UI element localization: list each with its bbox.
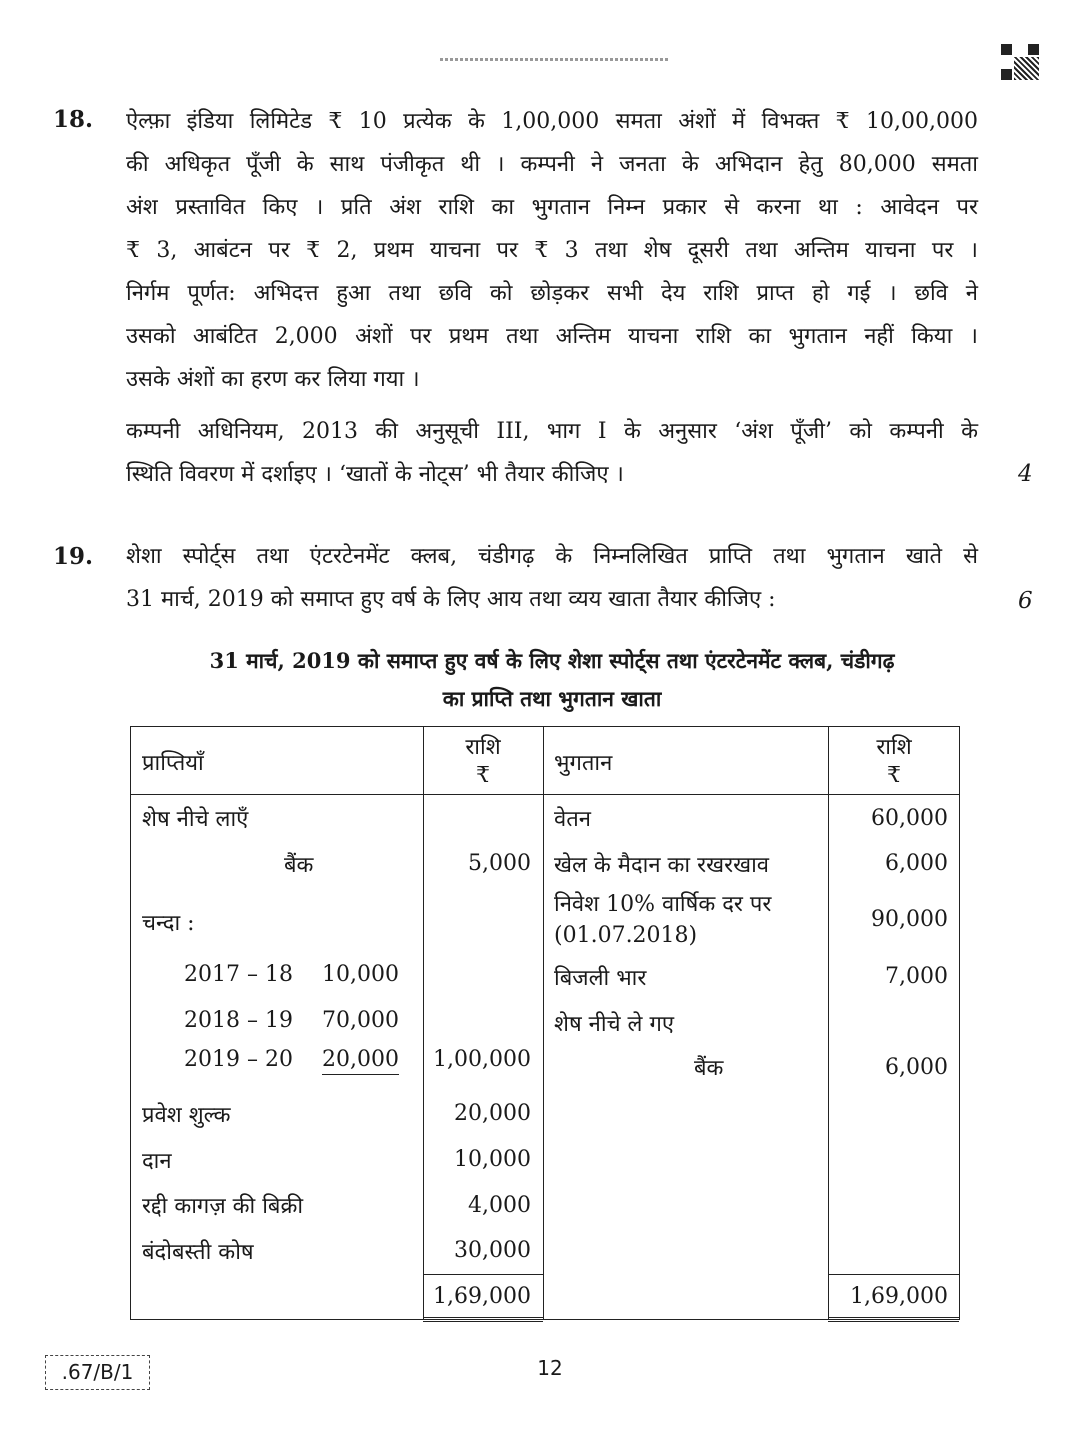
payment-investment-date: (01.07.2018) (554, 923, 698, 948)
receipt-newspaper-sale: रद्दी कागज़ की बिक्री (142, 1194, 304, 1219)
header-payments: भुगतान (554, 751, 613, 776)
header-amount-left: राशि (465, 735, 501, 760)
q18-line: ₹ 3, आबंटन पर ₹ 2, प्रथम याचना पर ₹ 3 तथा शेष दूसरी तथा अन्तिम याचना पर । (126, 238, 978, 263)
payment-salary: वेतन (554, 807, 591, 832)
payment-ground-maintenance: खेल के मैदान का रखरखाव (554, 853, 770, 878)
subscription-year: 2019 – 20 (184, 1047, 293, 1072)
payment-bank: बैंक (694, 1056, 724, 1081)
payment-salary-amount: 60,000 (871, 806, 948, 831)
header-currency-right: ₹ (887, 763, 901, 788)
payment-ground-amount: 6,000 (885, 851, 948, 876)
q18-line: की अधिकृत पूँजी के साथ पंजीकृत थी । कम्पनी ने जनता के अभिदान हेतु 80,000 समता (126, 152, 978, 177)
question-18-instruction (126, 410, 978, 496)
q18-line: ऐल्फ़ा इंडिया लिमिटेड ₹ 10 प्रत्येक के 1,00,000 समता अंशों में विभक्त ₹ 10,00,000 (126, 109, 978, 134)
q18-line: निर्गम पूर्णत: अभिदत्त हुआ तथा छवि को छोड़कर सभी देय राशि प्राप्त हो गई । छवि ने (126, 281, 978, 306)
caption-line-2: का प्राप्ति तथा भुगतान खाता (442, 686, 662, 711)
subscription-amount-underlined: 20,000 (322, 1047, 399, 1075)
payment-electricity: बिजली भार (554, 966, 647, 991)
q18-line: कम्पनी अधिनियम, 2013 की अनुसूची III, भाग I के अनुसार ‘अंश पूँजी’ को कम्पनी के (126, 419, 978, 444)
question-19-text (126, 535, 978, 621)
top-barcode-strip (440, 58, 670, 61)
column-divider (543, 727, 544, 1319)
receipt-admission-fee: प्रवेश शुल्क (142, 1103, 231, 1128)
page-number: 12 (537, 1356, 563, 1380)
receipt-balance-bd: शेष नीचे लाएँ (142, 807, 249, 832)
receipt-admission-amount: 20,000 (454, 1101, 531, 1126)
question-19-marks: 6 (1018, 588, 1033, 614)
receipt-bank-amount: 5,000 (468, 851, 531, 876)
receipt-donation: दान (142, 1149, 172, 1174)
subscription-amount: 10,000 (322, 962, 399, 987)
payment-investment-amount: 90,000 (871, 907, 948, 932)
payment-total-rule (828, 1274, 959, 1275)
header-divider (131, 794, 959, 795)
receipt-endowment-amount: 30,000 (454, 1238, 531, 1263)
payment-total-double-rule (828, 1317, 959, 1322)
column-divider (423, 727, 424, 1319)
q19-line: 31 मार्च, 2019 को समाप्त हुए वर्ष के लिए आय तथा व्यय खाता तैयार कीजिए : (126, 587, 776, 612)
q18-line: अंश प्रस्तावित किए । प्रति अंश राशि का भुगतान निम्न प्रकार से करना था : आवेदन पर (126, 195, 978, 220)
receipt-newspaper-amount: 4,000 (468, 1193, 531, 1218)
receipt-donation-amount: 10,000 (454, 1147, 531, 1172)
caption-line-1: 31 मार्च, 2019 को समाप्त हुए वर्ष के लिए शेशा स्पोर्ट्स तथा एंटरटेनमेंट क्लब, चंडीगढ़ (209, 648, 895, 673)
subscription-total: 1,00,000 (433, 1047, 531, 1072)
header-amount-right: राशि (876, 735, 912, 760)
question-18-text (126, 100, 978, 401)
payment-total: 1,69,000 (850, 1284, 948, 1309)
q18-line: स्थिति विवरण में दर्शाइए । ‘खातों के नोट्स’ भी तैयार कीजिए । (126, 462, 624, 487)
qr-code-icon (1001, 44, 1039, 80)
payment-balance-cd: शेष नीचे ले गए (554, 1012, 675, 1037)
paper-code: .67/B/1 (45, 1355, 150, 1390)
receipt-bank: बैंक (284, 853, 314, 878)
subscription-amount (311, 1047, 399, 1072)
receipt-subscription: चन्दा : (142, 911, 195, 936)
payment-bank-amount: 6,000 (885, 1055, 948, 1080)
q19-line: शेशा स्पोर्ट्स तथा एंटरटेनमेंट क्लब, चंडीगढ़ के निम्नलिखित प्राप्ति तथा भुगतान खाते से (126, 544, 978, 569)
question-19-number: 19. (53, 543, 94, 570)
subscription-year: 2017 – 18 (184, 962, 293, 987)
q18-line: उसके अंशों का हरण कर लिया गया । (126, 367, 420, 392)
question-18-number: 18. (53, 106, 94, 133)
payment-investment: निवेश 10% वार्षिक दर पर (554, 892, 772, 917)
receipts-payments-table (130, 726, 960, 1320)
receipt-total-double-rule (423, 1317, 543, 1322)
receipt-endowment-fund: बंदोबस्ती कोष (142, 1240, 254, 1265)
receipt-total: 1,69,000 (433, 1284, 531, 1309)
table-caption (126, 642, 978, 718)
header-receipts: प्राप्तियाँ (142, 751, 204, 776)
subscription-year: 2018 – 19 (184, 1008, 293, 1033)
q18-line: उसको आबंटित 2,000 अंशों पर प्रथम तथा अन्तिम याचना राशि का भुगतान नहीं किया । (126, 324, 978, 349)
question-18-marks: 4 (1018, 461, 1033, 487)
receipt-total-rule (423, 1274, 543, 1275)
subscription-amount: 70,000 (322, 1008, 399, 1033)
payment-electricity-amount: 7,000 (885, 964, 948, 989)
header-currency-left: ₹ (476, 763, 490, 788)
